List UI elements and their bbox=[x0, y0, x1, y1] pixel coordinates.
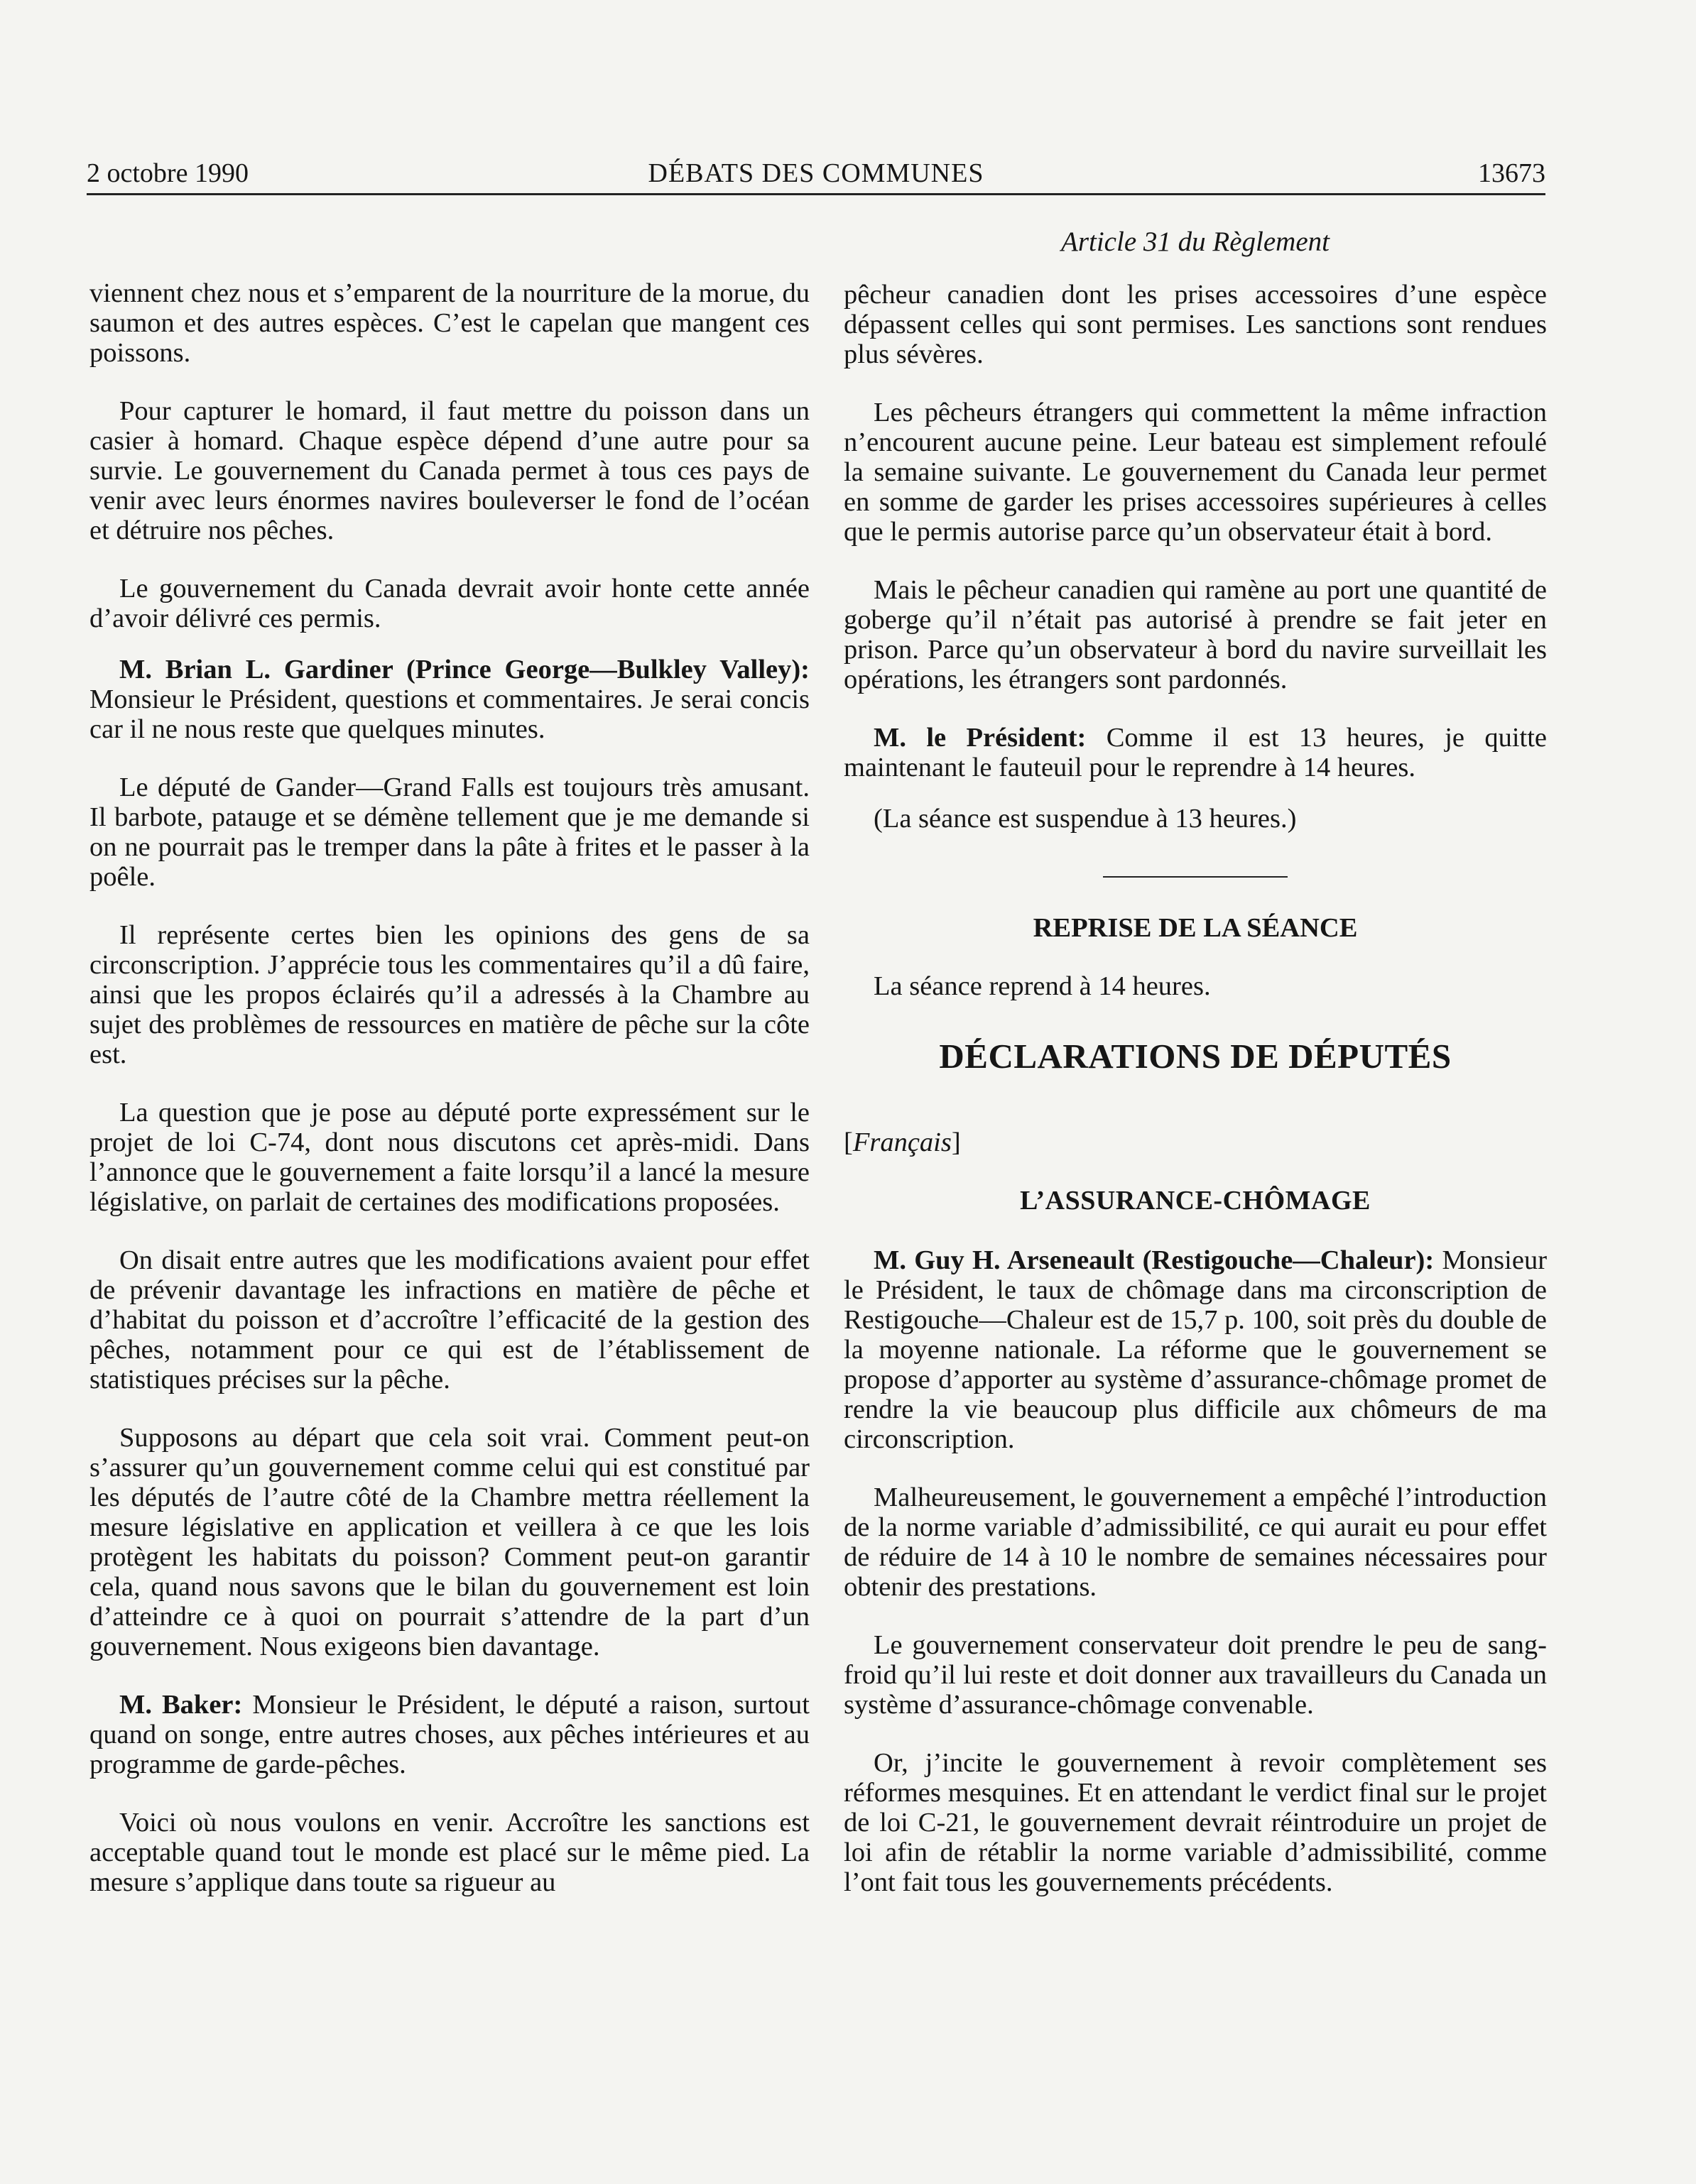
paragraph: Mais le pêcheur canadien qui ramène au port une quantité de goberge qu’il n’était pas autorisé à prendre se fait jeter en prison. Parce qu’un observateur à bord du navire surveillait les opérations, les étrangers sont pardonnés. bbox=[844, 575, 1547, 694]
speech-text: Monsieur le Président, le taux de chômage dans ma circonscription de Restigouche—Chaleur est de 15,7 p. 100, soit près du double de la moyenne nationale. La réforme que le gouvernement se propose d’apporter au système d’assurance-chômage promet de rendre la vie beaucoup plus difficile aux chômeurs de ma circonscription. bbox=[844, 1245, 1548, 1454]
page-header bbox=[87, 155, 1545, 197]
paragraph: viennent chez nous et s’emparent de la nourriture de la morue, du saumon et des autres espèces. C’est le capelan que mangent ces poissons. bbox=[89, 278, 810, 368]
speech-text: Monsieur le Président, questions et commentaires. Je serai concis car il ne nous reste que quelques minutes. bbox=[89, 684, 810, 744]
language-marker: [Français] bbox=[844, 1128, 961, 1157]
speech-paragraph bbox=[844, 1245, 1547, 1454]
speech-text: Monsieur le Président, le député a raison, surtout quand on songe, entre autres choses, aux pêches intérieures et au programme de garde-pêches. bbox=[89, 1690, 810, 1779]
speaker-name: M. Guy H. Arseneault (Restigouche—Chaleur): bbox=[874, 1245, 1435, 1275]
reprise-text: La séance reprend à 14 heures. bbox=[874, 971, 1211, 1001]
paragraph: Les pêcheurs étrangers qui commettent la même infraction n’encourent aucune peine. Leur bateau est simplement refoulé la semaine suivante. Le gouvernement du Canada leur permet en somme de garder les prises accessoires supérieures à celles que le permis autorise parce qu’un observateur était à bord. bbox=[844, 398, 1547, 547]
right-column bbox=[844, 280, 1547, 1926]
section-heading: DÉCLARATIONS DE DÉPUTÉS bbox=[939, 1037, 1452, 1076]
paragraph: Le gouvernement conservateur doit prendre le peu de sang-froid qu’il lui reste et doit donner aux travailleurs du Canada un système d’assurance-chômage convenable. bbox=[844, 1630, 1547, 1720]
paragraph: Il représente certes bien les opinions des gens de sa circonscription. J’apprécie tous les commentaires qu’il a dû faire, ainsi que les propos éclairés qu’il a adressés à la Chambre au sujet des problèmes de ressources en matière de pêche sur la côte est. bbox=[89, 920, 810, 1069]
speech-text: Comme il est 13 heures, je quitte maintenant le fauteuil pour le reprendre à 14 heures. bbox=[844, 723, 1548, 782]
header-title: DÉBATS DES COMMUNES bbox=[648, 158, 984, 188]
paragraph: Le député de Gander—Grand Falls est toujours très amusant. Il barbote, patauge et se démène tellement que je me demande si on ne pourrait pas le tremper dans la pâte à frites et le passer à la poêle. bbox=[89, 772, 810, 892]
paragraph: pêcheur canadien dont les prises accessoires d’une espèce dépassent celles qui sont permises. Les sanctions sont rendues plus sévères. bbox=[844, 280, 1547, 369]
paragraph: Pour capturer le homard, il faut mettre du poisson dans un casier à homard. Chaque espèce dépend d’une autre pour sa survie. Le gouvernement du Canada permet à tous ces pays de venir avec leurs énormes navires bouleverser le fond de l’océan et détruire nos pêches. bbox=[89, 396, 810, 545]
page-number: 13673 bbox=[1478, 158, 1545, 188]
speech-paragraph bbox=[844, 723, 1547, 782]
left-column bbox=[89, 278, 810, 1926]
paragraph: Malheureusement, le gouvernement a empêché l’introduction de la norme variable d’admissibilité, ce qui aurait eu pour effet de réduire de 14 à 10 le nombre de semaines nécessaires pour obtenir des prestations. bbox=[844, 1483, 1547, 1602]
reprise-heading: REPRISE DE LA SÉANCE bbox=[1033, 913, 1358, 943]
paragraph: Or, j’incite le gouvernement à revoir complètement ses réformes mesquines. Et en attendant le verdict final sur le projet de loi C-21, le gouvernement devrait réintroduire un projet de loi afin de rétablir la norme variable d’admissibilité, comme l’ont fait tous les gouvernements précédents. bbox=[844, 1748, 1547, 1897]
speech-paragraph bbox=[89, 1690, 810, 1779]
speaker-name: M. Brian L. Gardiner (Prince George—Bulkley Valley): bbox=[119, 655, 810, 684]
section-divider bbox=[1103, 876, 1288, 878]
suspension-note: (La séance est suspendue à 13 heures.) bbox=[874, 804, 1297, 834]
paragraph: Le gouvernement du Canada devrait avoir honte cette année d’avoir délivré ces permis. bbox=[89, 574, 810, 633]
speech-paragraph bbox=[89, 655, 810, 744]
paragraph: On disait entre autres que les modifications avaient pour effet de prévenir davantage les infractions en matière de pêche et d’habitat du poisson et d’accroître l’efficacité de la gestion des pêches, notamment pour ce qui est de l’établissement de statistiques précises sur la pêche. bbox=[89, 1245, 810, 1394]
header-rule bbox=[87, 193, 1545, 195]
topic-heading: L’ASSURANCE-CHÔMAGE bbox=[1020, 1186, 1371, 1216]
paragraph: La question que je pose au député porte expressément sur le projet de loi C-74, dont nous discutons cet après-midi. Dans l’annonce que le gouvernement a faite lorsqu’il a lancé la mesure législative, on parlait de certaines des modifications proposées. bbox=[89, 1098, 810, 1217]
section-subheader: Article 31 du Règlement bbox=[1061, 226, 1330, 257]
header-date: 2 octobre 1990 bbox=[87, 158, 249, 188]
speaker-name: M. Baker: bbox=[119, 1690, 243, 1720]
speaker-name: M. le Président: bbox=[874, 723, 1087, 753]
paragraph: Supposons au départ que cela soit vrai. Comment peut-on s’assurer qu’un gouvernement comme celui qui est constitué par les députés de l’autre côté de la Chambre mettra réellement la mesure législative en application et veillera à ce que les lois protègent les habitats du poisson? Comment peut-on garantir cela, quand nous savons que le bilan du gouvernement est loin d’atteindre ce à quoi on pourrait s’attendre de la part d’un gouvernement. Nous exigeons bien davantage. bbox=[89, 1423, 810, 1661]
paragraph: Voici où nous voulons en venir. Accroître les sanctions est acceptable quand tout le monde est placé sur le même pied. La mesure s’applique dans toute sa rigueur au bbox=[89, 1808, 810, 1897]
